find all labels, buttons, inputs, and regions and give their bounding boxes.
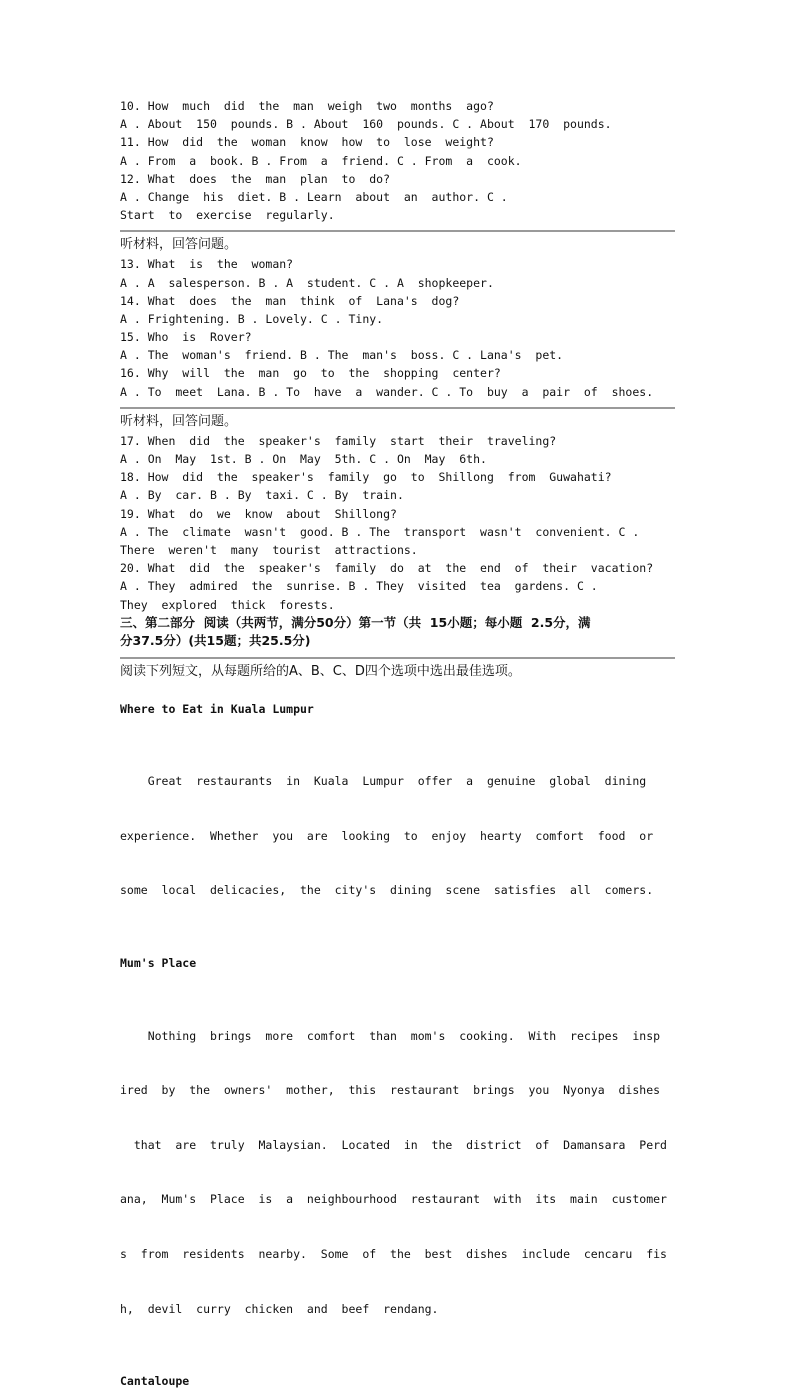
part-heading: 三、第二部分 阅读（共两节，满分50分）第一节（共 15小题；每小题 2.5分，满 [120,614,591,630]
restaurant-paragraph [120,990,675,1354]
reading-instruction: 阅读下列短文，从每题所给的A、B、C、D四个选项中选出最佳选项。 [120,663,521,679]
article-title: Where to Eat in Kuala Lumpur [120,701,314,716]
question-19: 19. What do we know about Shillong? [120,506,397,521]
options-10: A . About 150 pounds. B . About 160 pounds. C . About 170 pounds. [120,117,612,132]
options-11: A . From a book. B . From a friend. C . From a cook. [120,153,522,168]
paragraph-line: h, devil curry chicken and beef rendang. [120,1301,439,1316]
options-12-cont: Start to exercise regularly. [120,208,335,223]
paragraph-line: experience. Whether you are looking to enjoy hearty comfort food or [120,828,654,843]
divider [120,407,675,409]
paragraph-line: Great restaurants in Kuala Lumpur offer a genuine global dining [120,774,647,789]
question-20: 20. What did the speaker's family do at the end of their vacation? [120,561,654,576]
options-20: A . They admired the sunrise. B . They visited tea gardens. C . [120,579,598,594]
question-15: 15. Who is Rover? [120,330,252,345]
options-17: A . On May 1st. B . On May 5th. C . On May 6th. [120,452,487,466]
document-page [120,97,675,1390]
question-14: 14. What does the man think of Lana's dog? [120,293,460,308]
options-12: A . Change his diet. B . Learn about an author. C . [120,189,508,204]
paragraph-line: that are truly Malaysian. Located in the district of Damansara Perd [120,1137,667,1152]
options-19: A . The climate wasn't good. B . The transport wasn't convenient. C . [120,524,640,539]
options-19-cont: There weren't many tourist attractions. [120,542,418,557]
options-13: A . A salesperson. B . A student. C . A shopkeeper. [120,275,494,290]
question-10: 10. How much did the man weigh two months ago? [120,99,494,113]
options-16: A . To meet Lana. B . To have a wander. C . To buy a pair of shoes. [120,384,654,399]
question-17: 17. When did the speaker's family start their traveling? [120,433,557,448]
part-heading-cont: 分37.5分）(共15题；共25.5分) [120,633,311,649]
question-18: 18. How did the speaker's family go to Shillong from Guwahati? [120,470,612,485]
intro-paragraph [120,736,675,936]
paragraph-line: some local delicacies, the city's dining scene satisfies all comers. [120,883,654,898]
question-13: 13. What is the woman? [120,257,294,272]
paragraph-line: ana, Mum's Place is a neighbourhood restaurant with its main customer [120,1192,667,1207]
options-20-cont: They explored thick forests. [120,597,335,612]
options-15: A . The woman's friend. B . The man's boss. C . Lana's pet. [120,348,564,363]
question-11: 11. How did the woman know how to lose weight? [120,135,494,150]
options-14: A . Frightening. B . Lovely. C . Tiny. [120,311,384,326]
divider [120,230,675,232]
reading-section [120,662,675,1390]
question-12: 12. What does the man plan to do? [120,171,391,186]
paragraph-line: Nothing brings more comfort than mom's cooking. With recipes insp [120,1028,661,1043]
listening-section-1 [120,97,675,224]
restaurant-title: Cantaloupe [120,1374,190,1389]
section-instruction: 听材料，回答问题。 [120,237,238,253]
question-16: 16. Why will the man go to the shopping center? [120,366,501,381]
section-instruction: 听材料，回答问题。 [120,413,238,429]
divider [120,657,675,659]
listening-section-3 [120,412,675,651]
restaurant-title: Mum's Place [120,956,197,971]
paragraph-line: s from residents nearby. Some of the best dishes include cencaru fis [120,1247,667,1262]
paragraph-line: ired by the owners' mother, this restaurant brings you Nyonya dishes [120,1083,661,1098]
options-18: A . By car. B . By taxi. C . By train. [120,488,404,503]
listening-section-2 [120,235,675,401]
